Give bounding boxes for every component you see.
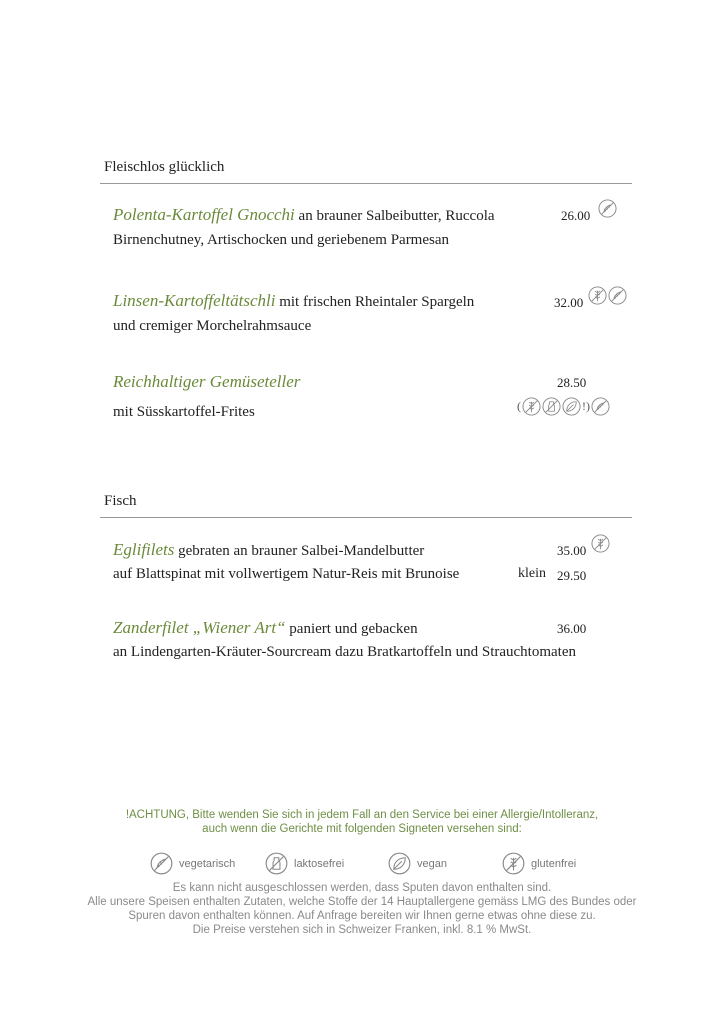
menu-item-line bbox=[113, 291, 474, 311]
vegetarian-icon bbox=[591, 397, 610, 416]
vegan-icon bbox=[562, 397, 581, 416]
dish-description: mit frischen Rheintaler Spargeln bbox=[279, 294, 475, 310]
vegetarian-icon bbox=[608, 286, 627, 305]
section-title-vegetarian: Fleischlos glücklich bbox=[104, 159, 225, 175]
dish-description-line2: an Lindengarten-Kräuter-Sourcream dazu Bratkartoffeln und Strauchtomaten bbox=[113, 644, 576, 660]
dish-name: Reichhaltiger Gemüseteller bbox=[113, 372, 301, 391]
dish-description: an brauner Salbeibutter, Ruccola bbox=[298, 208, 495, 224]
dish-description: paniert und gebacken bbox=[289, 621, 418, 637]
gluten-free-icon bbox=[502, 852, 525, 875]
section-divider bbox=[100, 183, 632, 184]
lactose-free-icon bbox=[542, 397, 561, 416]
menu-item-line bbox=[113, 372, 300, 392]
legend-item-lactose-free bbox=[265, 852, 388, 875]
small-portion-price: 29.50 bbox=[557, 568, 587, 583]
allergen-icons bbox=[591, 534, 610, 553]
dish-price: 36.00 bbox=[557, 621, 587, 636]
legend-label: vegetarisch bbox=[179, 857, 236, 870]
allergen-icons bbox=[517, 397, 610, 416]
gluten-free-icon bbox=[522, 397, 541, 416]
legend-item-gluten-free bbox=[502, 852, 602, 875]
lactose-free-icon bbox=[265, 852, 288, 875]
allergen-icons bbox=[588, 286, 627, 305]
section-divider bbox=[100, 517, 632, 518]
dish-name: Linsen-Kartoffeltätschli bbox=[113, 291, 276, 310]
legend-item-vegan bbox=[388, 852, 502, 875]
footer-line3: Spuren davon enthalten können. Auf Anfrage bereiten wir Ihnen gerne etwas ohne diese zu. bbox=[128, 910, 596, 922]
legend-label: laktosefrei bbox=[294, 857, 345, 870]
small-portion-label: klein bbox=[518, 566, 546, 581]
allergen-legend bbox=[150, 852, 602, 875]
footer-line4: Die Preise verstehen sich in Schweizer Franken, inkl. 8.1 % MwSt. bbox=[192, 924, 532, 936]
dish-description-line2: und cremiger Morchelrahmsauce bbox=[113, 318, 312, 334]
dish-name: Eglifilets bbox=[113, 540, 175, 559]
legend-item-vegetarian bbox=[150, 852, 265, 875]
menu-item-line bbox=[113, 205, 495, 225]
legend-label: glutenfrei bbox=[531, 857, 577, 870]
icon-bracket-close: !) bbox=[582, 399, 590, 413]
section-title-fish: Fisch bbox=[104, 493, 137, 509]
vegetarian-icon bbox=[150, 852, 173, 875]
allergen-icons bbox=[598, 199, 617, 218]
gluten-free-icon bbox=[588, 286, 607, 305]
dish-description: gebraten an brauner Salbei-Mandelbutter bbox=[178, 543, 425, 559]
dish-price: 28.50 bbox=[557, 375, 587, 390]
icon-bracket-open: ( bbox=[517, 399, 521, 413]
dish-name: Polenta-Kartoffel Gnocchi bbox=[113, 205, 295, 224]
dish-name: Zanderfilet „Wiener Art“ bbox=[113, 618, 286, 637]
dish-price: 32.00 bbox=[554, 295, 584, 310]
dish-description-line2: mit Süsskartoffel-Frites bbox=[113, 404, 255, 420]
legend-label: vegan bbox=[417, 857, 447, 870]
vegetarian-icon bbox=[598, 199, 617, 218]
allergy-notice-line1: !ACHTUNG, Bitte wenden Sie sich in jedem Fall an den Service bei einer Allergie/Intolleranz, bbox=[125, 809, 599, 821]
dish-description-line2: auf Blattspinat mit vollwertigem Natur-Reis mit Brunoise bbox=[113, 566, 460, 582]
footer-line1: Es kann nicht ausgeschlossen werden, dass Sputen davon enthalten sind. bbox=[172, 882, 552, 894]
allergy-notice-line2: auch wenn die Gerichte mit folgenden Signeten versehen sind: bbox=[202, 823, 522, 835]
footer-line2: Alle unsere Speisen enthalten Zutaten, welche Stoffe der 14 Hauptallergene gemäss LMG des Bundes oder bbox=[87, 896, 637, 908]
dish-price: 26.00 bbox=[561, 208, 591, 223]
menu-item-line bbox=[113, 618, 418, 638]
dish-description-line2: Birnenchutney, Artischocken und geriebenem Parmesan bbox=[113, 232, 450, 248]
vegan-icon bbox=[388, 852, 411, 875]
menu-item-line bbox=[113, 540, 424, 560]
gluten-free-icon bbox=[591, 534, 610, 553]
dish-price: 35.00 bbox=[557, 543, 587, 558]
